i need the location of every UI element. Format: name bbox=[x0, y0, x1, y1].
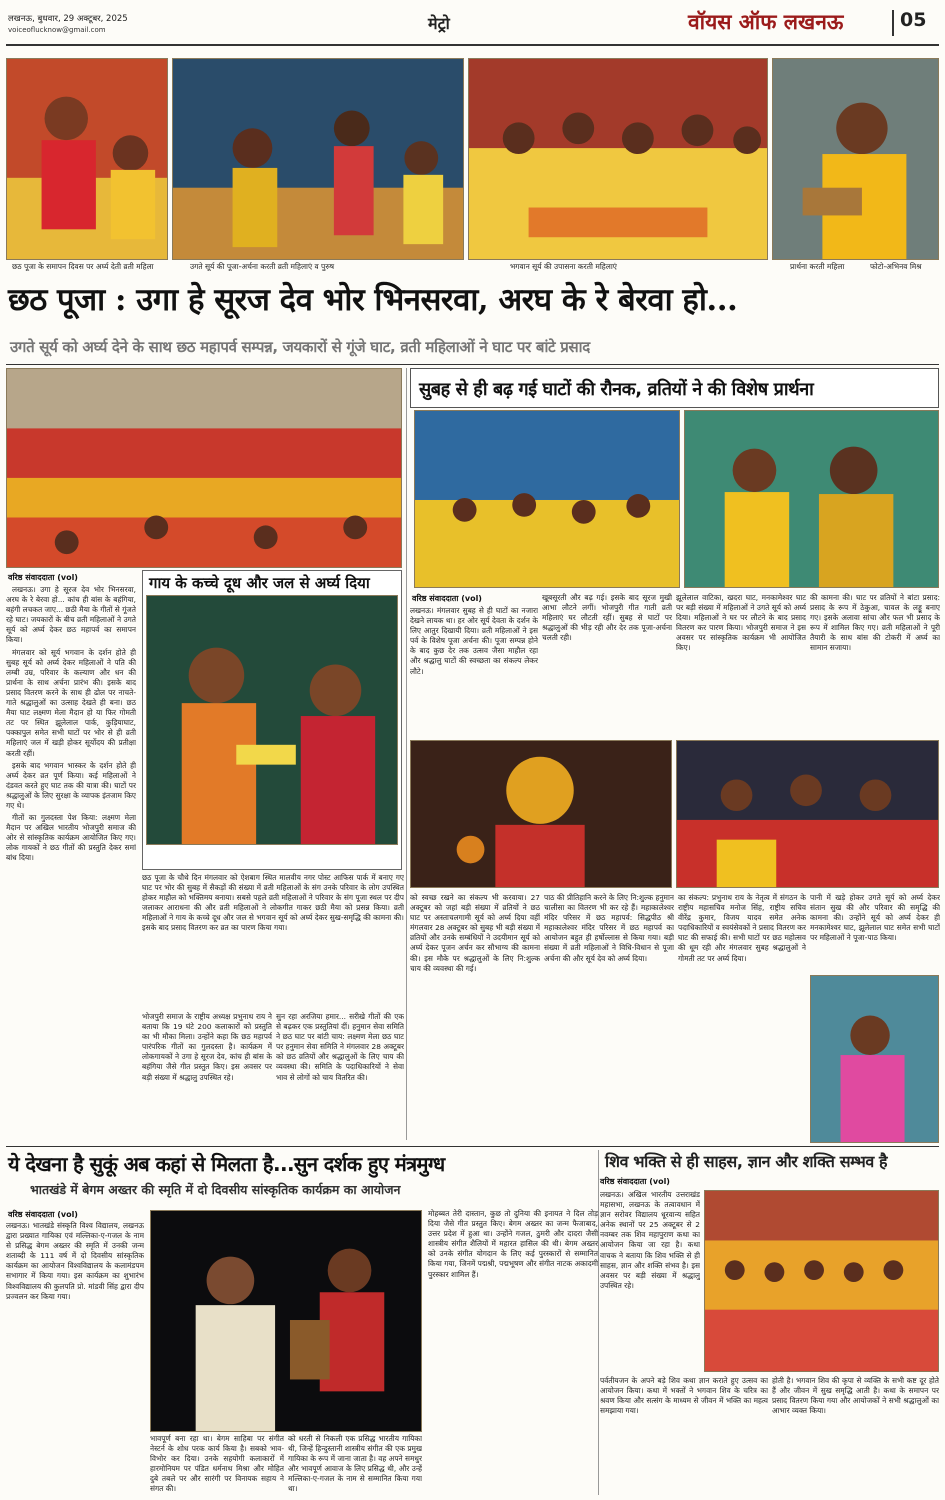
paper-name: वॉयस ऑफ लखनऊ bbox=[688, 9, 844, 34]
masthead bbox=[0, 0, 945, 46]
top-photo-3 bbox=[468, 58, 768, 260]
lead-para-1: लखनऊ। उगा हे सूरज देव भोर भिनसरवा, अरघ के रे बेरवा हो... कांच ही बांस के बहंगिया, बहंगी लचकत जाए... छठी मैया के गीतों से गूंजते रहे घाट। जयकारों के बीच व्रती महिलाओं ने उगते सूर्य को अर्घ्य देकर छठ महापर्व का समापन किया। bbox=[6, 585, 136, 645]
second-column-4: की कामना की। घाट पर व्रतियों ने बांटा प्रसाद: प्रसाद के रूप में ठेकुआ, चावल के लड्डू बनाए गए। इसके अलावा सांचा और फल भी प्रसाद के रूप में शामिल किए गए। व्रती महिलाओं ने पूरी तैयारी के साथ बांस की टोकरी में अर्घ्य का सामान सजाया। bbox=[810, 593, 940, 653]
second-headline-bar bbox=[410, 368, 939, 408]
culture-rule bbox=[6, 1146, 939, 1147]
top-caption-3: भगवान सूर्य की उपासना करती महिलाएं bbox=[510, 262, 617, 271]
lead-column-c: सुन रहा अरजिया हमार... सरीखे गीतों की एक से बढ़कर एक प्रस्तुतियां दीं। हनुमान सेवा समिति ने छठ घाट पर बांटी चाय: लक्ष्मण मेला छठ घाट पर हनुमान सेवा समिति ने मंगलवार 28 अक्टूबर को छठ व्रतियों और श्रद्धालुओं के लिए चाय की व्यवस्था की। समिति के पदाधिकारियों ने सेवा भाव से लोगों को चाय वितरित की। bbox=[276, 1012, 404, 1082]
inset-box bbox=[142, 570, 402, 870]
photo-credit: फोटो-अभिनव मिश्र bbox=[870, 262, 922, 271]
shiv-column-2: पर्वतीयजन के अपने बड़े शिव कथा ज्ञान कराते हुए उत्सव का आयोजन किया। कथा में भक्तों ने भगवान शिव के चरित्र का श्रवण किया और सत्संग के माध्यम से जीवन में भक्ति का महत्व समझाया गया। bbox=[600, 1376, 768, 1416]
shiv-crowd-photo bbox=[704, 1190, 939, 1372]
second-lower-d: पानी में खड़े होकर उगते सूर्य को अर्घ्य देकर संतान सुख की और परिवार की समृद्धि की कामना की। उन्होंने सूर्य को अर्घ्य देकर ही मनकामेश्वर घाट, झूलेलाल घाट समेत सभी घाटों पर महिलाओं ने पूजा-पाठ किया। bbox=[810, 893, 940, 943]
top-caption-1: छठ पूजा के समापन दिवस पर अर्घ्य देती व्रती महिला bbox=[12, 262, 154, 271]
second-lower-a: को स्वच्छ रखने का संकल्प भी करवाया। 27 अक्टूबर को जहां बड़ी संख्या में व्रतियों ने छठ घाट पर अस्ताचलगामी सूर्य को अर्घ्य दिया वहीं मंगलवार 28 अक्टूबर को सुबह भी बड़ी संख्या में व्रतियों और उनके सम्बंधियों ने उदयीमान सूर्य को अर्घ्य देकर पूजन अर्चन कर सौभाग्य की कामना की। इस मौके पर श्रद्धालुओं के लिए नि:शुल्क चाय की व्यवस्था की गई। bbox=[410, 893, 540, 973]
shiv-byline: वरिष्ठ संवाददाता (vol) bbox=[600, 1177, 670, 1186]
lead-crowd-photo bbox=[6, 368, 402, 568]
culture-column-3: मोहब्बत तेरी दास्तान, कुछ तो दुनिया की इनायत ने दिल तोड़ दिया जैसे गीत प्रस्तुत किए। बेगम अख्तर का जन्म फैजाबाद, उत्तर प्रदेश में हुआ था। उन्होंने गजल, ठुमरी और दादरा जैसी शास्त्रीय संगीत शैलियों में महारत हासिल की थी। बेगम अख्तर को उनके संगीत योगदान के लिए कई पुरस्कारों से सम्मानित किया गया, जिनमें पद्मश्री, पद्मभूषण और संगीत नाटक अकादमी पुरस्कार शामिल हैं। bbox=[428, 1209, 598, 1279]
section-label: मेट्रो bbox=[428, 14, 450, 33]
top-caption-4: प्रार्थना करती महिला bbox=[790, 262, 845, 271]
dateline: लखनऊ, बुधवार, 29 अक्टूबर, 2025 bbox=[8, 14, 128, 24]
second-photo-5 bbox=[810, 975, 939, 1143]
second-column-2: खूबसूरती और बढ़ गई। इसके बाद सूरज मुखी आभा लौटने लगीं। भोजपुरी गीत गाती व्रती महिलाएं घर लौटती रहीं। सुबह से घाटों पर श्रद्धालुओं की भीड़ रही और देर तक पूजा-अर्चना चलती रही। bbox=[542, 593, 672, 643]
second-column-1: लखनऊ। मंगलवार सुबह से ही घाटों का नजारा देखने लायक था। हर ओर सूर्य देवता के दर्शन के लिए आतुर दिखायी दिया। व्रती महिलाओं ने इस पर्व के विशेष पूजा अर्चना की। पूजा सम्पन्न होने के बाद कुछ देर तक उत्सव जैसा माहौल रहा और श्रद्धालु घाटों की स्वच्छता का संकल्प लेकर लौटे। bbox=[410, 606, 538, 676]
second-headline: सुबह से ही बढ़ गई घाटों की रौनक, व्रतियों ने की विशेष प्रार्थना bbox=[419, 379, 814, 400]
lead-headline: छठ पूजा : उगा हे सूरज देव भोर भिनसरवा, अरघ के रे बेरवा हो... bbox=[8, 282, 738, 318]
lead-byline: वरिष्ठ संवाददाता (vol) bbox=[8, 573, 78, 582]
second-photo-4 bbox=[676, 740, 939, 888]
inset-article-text: छठ पूजा के चौथे दिन मंगलवार को ऐशबाग स्थित मालवीय नगर पोस्ट आफिस पार्क में बनाए गए घाट पर भोर की सुबह में सैकड़ों की संख्या में व्रती महिलाओं के संग उनके परिवार के लोग उपस्थित होकर माहौल को भक्तिमय बनाया। सबसे पहले व्रती महिलाओं ने परिवार के संग पूजा स्थल पर दीप जलाकर आराधना की और व्रती महिलाओं ने लोकगीत गाकर छठी मैया को प्रसन्न किया। व्रती महिलाओं ने गाय के कच्चे दूध और जल से भगवान सूर्य को अर्घ्य देकर सुख-समृद्धि की कामना की। इसके बाद प्रसाद वितरण कर व्रत का पारण किया गया। bbox=[142, 873, 404, 933]
second-photo-1 bbox=[414, 410, 680, 588]
culture-mid-column-1: भावपूर्ण बना रहा था। बेगम साहिबा पर संगीत नेस्टर्न के शोध परक कार्य किया है। सबको भाव-विभोर कर दिया। उनके सहयोगी कलाकारों में हारमोनियम पर पंडित धर्मनाथ मिश्रा और मोहित दुबे तबले पर और सारंगी पर विनायक सहाय ने संगत की। bbox=[150, 1434, 284, 1494]
culture-column-1: लखनऊ। भातखंडे संस्कृति विश्व विद्यालय, लखनऊ द्वारा प्रख्यात गायिका एवं मल्लिका-ए-गजल के नाम से प्रसिद्ध बेगम अख्तर की स्मृति में उनकी जन्म शताब्दी के 111 वर्ष में दो दिवसीय सांस्कृतिक कार्यक्रम का आयोजन विश्वविद्यालय के कलामंडपम सभागार में किया गया। इस कार्यक्रम का शुभारंभ विश्वविद्यालय की कुलपति प्रो. मांडवी सिंह द्वारा दीप प्रज्वलन कर किया गया। bbox=[6, 1221, 144, 1301]
inset-photo bbox=[146, 595, 398, 845]
email: voiceoflucknow@gmail.com bbox=[8, 26, 106, 34]
culture-stage-photo bbox=[150, 1210, 422, 1432]
page-number: 05 bbox=[900, 9, 927, 31]
second-column-3: झूलेलाल वाटिका, खदरा घाट, मनकामेश्वर घाट पर बड़ी संख्या में महिलाओं ने उगते सूर्य को अर्घ्य दिया। महिलाओं ने घर पर लौटने के बाद प्रसाद वितरण कर पारण किया। भोजपुरी समाज ने इस अवसर पर सांस्कृतिक कार्यक्रम भी आयोजित किए। bbox=[676, 593, 806, 653]
top-photo-4 bbox=[772, 58, 939, 260]
lead-subheadline: उगते सूर्य को अर्घ्य देने के साथ छठ महापर्व सम्पन्न, जयकारों से गूंजे घाट, व्रती महिलाओं ने घाट पर बांटे प्रसाद bbox=[10, 338, 590, 356]
lead-column-1 bbox=[6, 585, 136, 1215]
second-lower-b: पाठ की प्रीतिहानि करने के लिए नि:शुल्क हनुमान चालीसा का वितरण भी कर रहे हैं। महाकालेश्वर मंदिर परिसर में छठ महापर्व: सिद्धपीठ श्री महाकालेश्वर मंदिर परिसर में छठ महापर्व का आयोजन बहुत ही हर्षोल्लास से किया गया। बड़ी संख्या में व्रती महिलाओं ने विधि-विधान से पूजा अर्चना की और सूर्य देव को अर्घ्य दिया। bbox=[544, 893, 674, 963]
shiv-headline: शिव भक्ति से ही साहस, ज्ञान और शक्ति सम्भव है bbox=[605, 1152, 888, 1171]
second-lower-c: का संकल्प: प्रभुनाथ राय के नेतृत्व में संगठन के राष्ट्रीय महासचिव मनोज सिंह, राष्ट्रीय सचिव वीरेंद्र कुमार, विजय यादव समेत अनेक पदाधिकारियों व स्वयंसेवकों ने प्रसाद वितरण कर घाट की सफाई की। सभी घाटों पर छठ महोत्सव की धूम रही और मंगलवार सुबह श्रद्धालुओं ने गोमती तट पर अर्घ्य दिया। bbox=[678, 893, 806, 963]
culture-mid-column-2: को धरती से निकली एक प्रसिद्ध भारतीय गायिका थी, जिन्हें हिन्दुस्तानी शास्त्रीय संगीत की एक प्रमुख गायिका के रूप में जाना जाता है। वह अपने समधुर और भावपूर्ण आवाज के लिए प्रसिद्ध थी, और उन्हें मल्लिका-ए-गजल के नाम से सम्मानित किया गया था। bbox=[288, 1434, 422, 1494]
shiv-column-3: होती है। भगवान शिव की कृपा से व्यक्ति के सभी कष्ट दूर होते हैं और जीवन में सुख समृद्धि आती है। कथा के समापन पर प्रसाद वितरण किया गया और आयोजकों ने सभी श्रद्धालुओं का आभार व्यक्त किया। bbox=[772, 1376, 939, 1416]
lead-para-2: मंगलवार को सूर्य भगवान के दर्शन होते ही सुबह सूर्य को अर्घ्य देकर महिलाओं ने पति की लम्बी उम्र, परिवार के कल्याण और धन की प्रार्थना के साथ अर्चना प्रारंभ की। इसके बाद प्रसाद वितरण करने के साथ ही ढोल पर नाचते-गाते श्रद्धालुओं का उत्साह देखते ही बना। छठ मैया घाट लक्ष्मण मेला मैदान हो या फिर गोमती तट पर स्थित झूलेलाल पार्क, कुड़ियाघाट, पक्कापुल समेत सभी घाटों पर भोर से ही व्रती महिलाएं जल में खड़ी होकर सूर्योदय की प्रतीक्षा करती रहीं। bbox=[6, 647, 136, 758]
second-photo-3 bbox=[410, 740, 672, 888]
culture-byline: वरिष्ठ संवाददाता (vol) bbox=[8, 1210, 78, 1219]
masthead-rule bbox=[6, 44, 939, 46]
lead-rule bbox=[6, 364, 939, 365]
page-divider bbox=[892, 10, 894, 36]
column-divider bbox=[406, 368, 407, 1140]
shiv-column-1: लखनऊ। अखिल भारतीय उत्तराखंड महासभा, लखनऊ के तत्वावधान में ज्ञान सरोवर विद्यालय धूरवान्य सहित अनेक स्थानों पर 25 अक्टूबर से 2 नवम्बर तक शिव महापुराण कथा का आयोजन किया जा रहा है। कथा वाचक ने बताया कि शिव भक्ति से ही साहस, ज्ञान और शक्ति संभव है। इस अवसर पर बड़ी संख्या में श्रद्धालु उपस्थित रहे। bbox=[600, 1190, 700, 1290]
top-photo-2 bbox=[172, 58, 464, 260]
culture-divider bbox=[598, 1150, 599, 1495]
second-photo-2 bbox=[684, 410, 939, 588]
lead-para-3: इसके बाद भगवान भास्कर के दर्शन होते ही अर्घ्य देकर व्रत पूर्ण किया। कई महिलाओं ने दंडवत करते हुए घाट तक की यात्रा की। घाटों पर श्रद्धालुओं के लिए सुरक्षा के व्यापक इंतजाम किए गए थे। bbox=[6, 760, 136, 810]
lead-para-4: गीतों का गुलदस्ता पेश किया: लक्ष्मण मेला मैदान पर अखिल भारतीय भोजपुरी समाज की ओर से सांस्कृतिक कार्यक्रम आयोजित किए गए। लोक गायकों ने छठ गीतों की प्रस्तुति देकर समां बांध दिया। bbox=[6, 813, 136, 863]
top-caption-2: उगते सूर्य की पूजा-अर्चना करती व्रती महिलाएं व पुरुष bbox=[190, 262, 335, 271]
lead-column-b: भोजपुरी समाज के राष्ट्रीय अध्यक्ष प्रभुनाथ राय ने बताया कि 19 घंटे 200 कलाकारों को प्रस्तुति का भी मौका मिला। उन्होंने कहा कि छठ महापर्व पारंपरिक गीतों का गुलदस्ता है। कार्यक्रम में लोकगायकों ने उगा हे सूरज देव, कांच ही बांस के बहंगिया जैसे गीत प्रस्तुत किए। इस अवसर पर बड़ी संख्या में श्रद्धालु उपस्थित रहे। bbox=[142, 1012, 272, 1082]
top-photo-1 bbox=[6, 58, 168, 260]
inset-headline: गाय के कच्चे दूध और जल से अर्घ्य दिया bbox=[149, 574, 370, 592]
culture-subheadline: भातखंडे में बेगम अख्तर की स्मृति में दो दिवसीय सांस्कृतिक कार्यक्रम का आयोजन bbox=[30, 1182, 401, 1197]
culture-headline: ये देखना है सुकूं अब कहां से मिलता है...सुन दर्शक हुए मंत्रमुग्ध bbox=[8, 1152, 445, 1176]
second-byline: वरिष्ठ संवाददाता (vol) bbox=[412, 594, 482, 603]
